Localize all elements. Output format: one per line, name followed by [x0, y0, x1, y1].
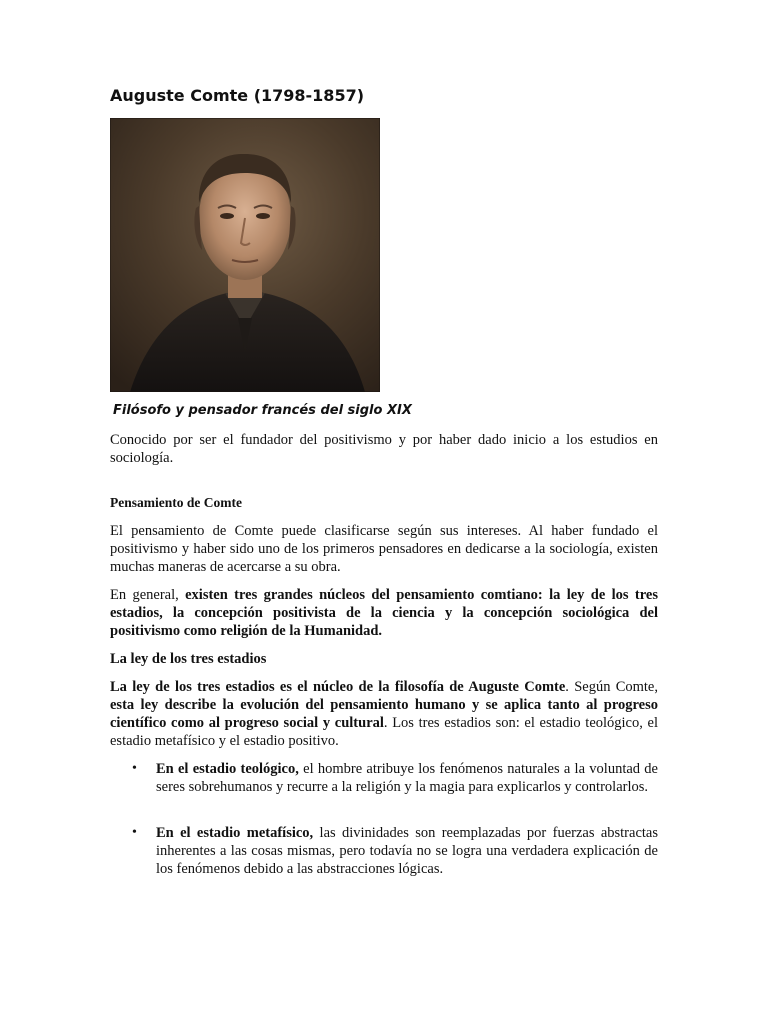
- bullet-body-text: las divinidades son reemplazadas por fuerzas abstractas inherentes a las cosas mismas, pero todavía no se logra una verdadera explicación de los fenómenos debido a las abstracciones lógicas.: [156, 825, 658, 877]
- paragraph-text: . Los tres estadios son: el estadio teológico, el estadio metafísico y el estadio positivo.: [110, 715, 658, 749]
- section-heading-tres-estadios: La ley de los tres estadios: [110, 651, 267, 667]
- bullet-bold-text: En el estadio teológico,: [156, 761, 299, 777]
- paragraph-bold-text: existen tres grandes núcleos del pensamiento comtiano: la ley de los tres estadios, la concepción positivista de la ciencia y la concepción sociológica del positivismo como religión de la Humanidad.: [110, 587, 658, 639]
- tres-estadios-paragraph: [110, 678, 658, 750]
- intro-paragraph: Conocido por ser el fundador del positivismo y por haber dado inicio a los estudios en sociología.: [110, 432, 658, 466]
- bullet-text: [156, 760, 658, 796]
- paragraph-lead-text: En general,: [110, 587, 186, 603]
- portrait-image: [110, 118, 380, 392]
- bullet-body-text: el hombre atribuye los fenómenos naturales a la voluntad de seres sobrehumanos y recurre a la religión y la magia para explicarlos y controlarlos.: [156, 761, 658, 795]
- pensamiento-paragraph-2: [110, 586, 658, 640]
- pensamiento-paragraph-1: El pensamiento de Comte puede clasificarse según sus intereses. Al haber fundado el positivismo y haber sido uno de los primeros pensadores en dedicarse a la sociología, existen muchas maneras de acercarse a su obra.: [110, 523, 658, 575]
- paragraph-bold-text: esta ley describe la evolución del pensamiento humano y se aplica tanto al progreso científico como al progreso social y cultural: [110, 697, 658, 731]
- bullet-icon: •: [132, 761, 137, 776]
- bullet-icon: •: [132, 825, 137, 840]
- paragraph-bold-text: La ley de los tres estadios es el núcleo de la filosofía de Auguste Comte: [110, 679, 566, 695]
- bullet-bold-text: En el estadio metafísico,: [156, 825, 314, 841]
- portrait-caption: Filósofo y pensador francés del siglo XIX: [113, 403, 412, 418]
- bullet-text: [156, 824, 658, 878]
- section-heading-pensamiento: Pensamiento de Comte: [110, 495, 242, 510]
- document-title: Auguste Comte (1798-1857): [110, 86, 365, 105]
- paragraph-text: . Según Comte,: [565, 679, 658, 695]
- portrait-painting: [110, 118, 380, 392]
